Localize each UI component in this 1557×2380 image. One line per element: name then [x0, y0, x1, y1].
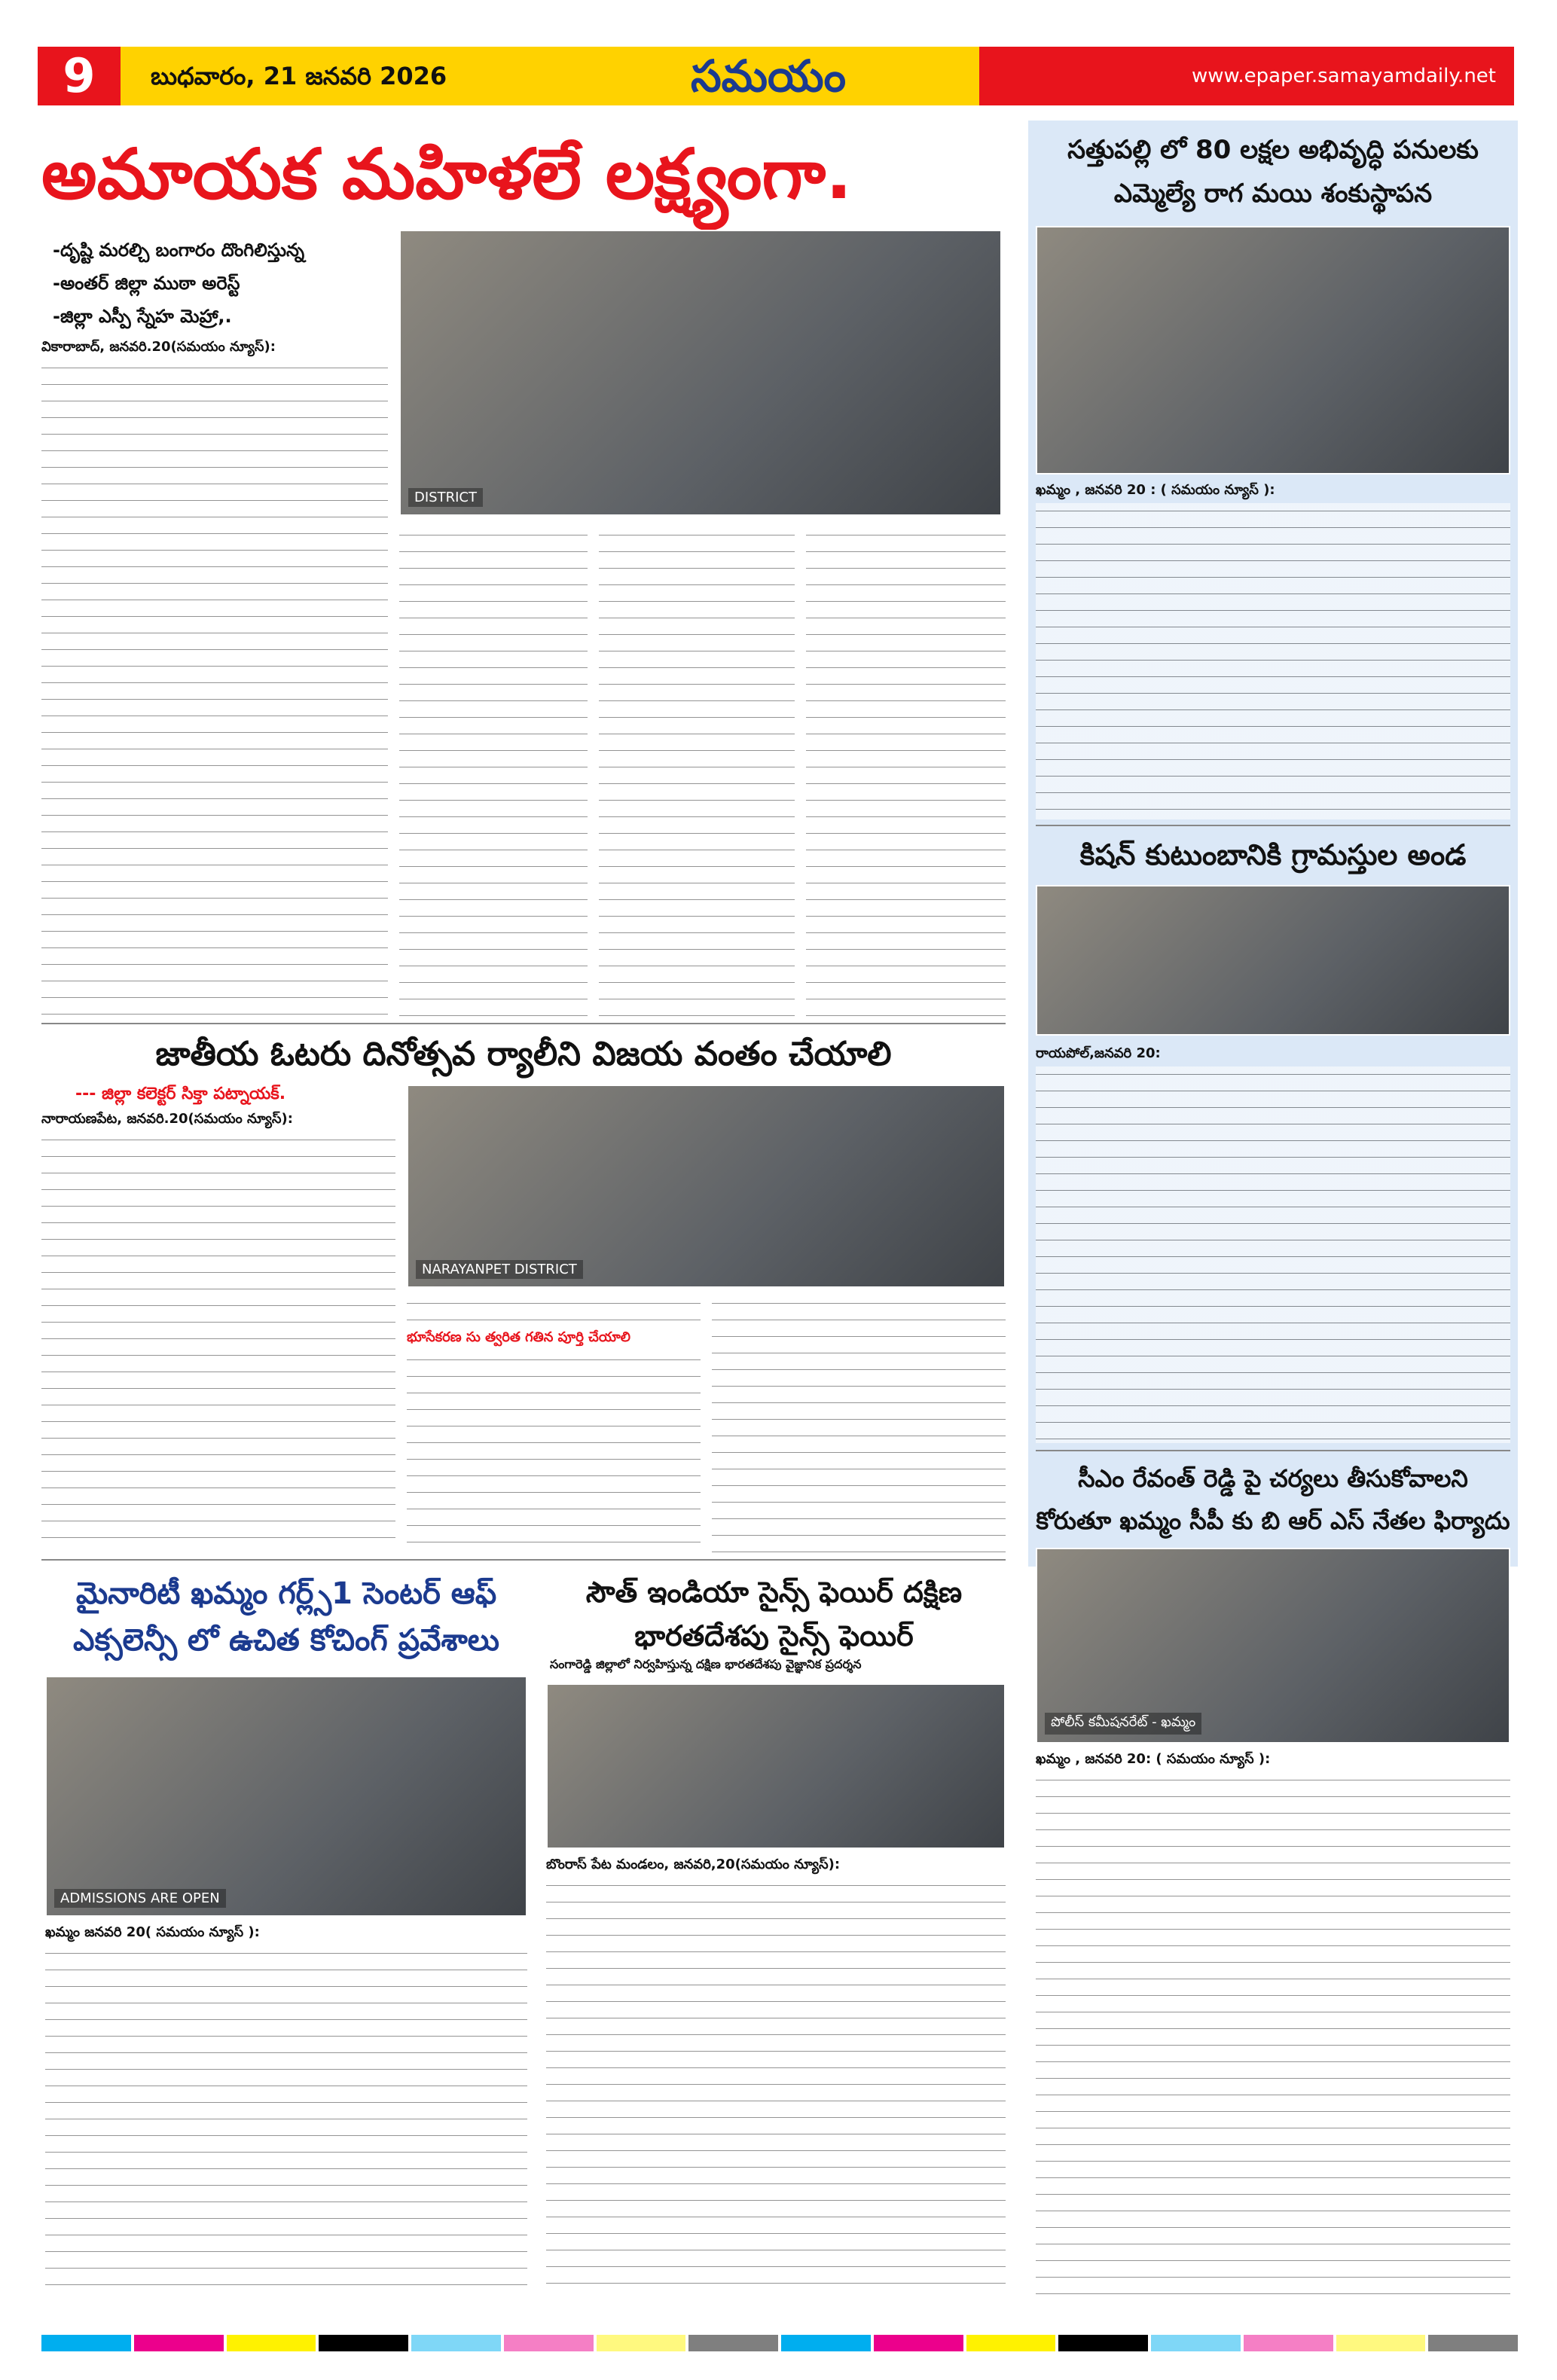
right-bottom-photo-sign: పోలీస్ కమీషనరేట్ - ఖమ్మం: [1045, 1713, 1201, 1735]
right-top-photo: [1036, 226, 1510, 474]
voters-body-column-1: [41, 1132, 395, 1554]
voters-body-column-3: [712, 1295, 1006, 1555]
right-bottom-headline-line-2: కోరుతూ ఖమ్మం సీపీ కు బి ఆర్ ఎస్ నేతల ఫిర్యాదు: [1036, 1506, 1510, 1535]
date-banner: [121, 47, 588, 105]
right-mid-headline: కిషన్ కుటుంబానికి గ్రామస్తుల అండ: [1079, 838, 1467, 871]
lead-dateline: వికారాబాద్, జనవరి.20(సమయం న్యూస్):: [41, 339, 276, 355]
minority-photo: [45, 1676, 527, 1917]
right-bottom-body: [1036, 1772, 1510, 2299]
voters-dateline: నారాయణపేట, జనవరి.20(సమయం న్యూస్):: [41, 1111, 293, 1127]
lead-subhead-1: -దృష్టి మరల్చి బంగారం దొంగిలిస్తున్న: [53, 240, 305, 261]
science-dateline: బొంరాస్ పేట మండలం, జనవరి,20(సమయం న్యూస్):: [546, 1857, 841, 1872]
lead-body-column-1: [41, 360, 388, 1015]
right-top-headline-line-1: సత్తుపల్లి లో 80 లక్షల అభివృద్ధి పనులకు: [1067, 135, 1479, 165]
science-headline: [542, 1570, 1006, 1658]
voters-headline: జాతీయ ఓటరు దినోత్సవ ర్యాలీని విజయ వంతం చేయాలి: [155, 1035, 892, 1073]
voters-body-column-2b: [407, 1352, 701, 1555]
science-body: [546, 1878, 1006, 2299]
minority-body: [45, 1945, 527, 2299]
right-top-headline-line-2: ఎమ్మెల్యే రాగ మయి శంకుస్థాపన: [1113, 178, 1433, 209]
minority-dateline: ఖమ్మం జనవరి 20( సమయం న్యూస్ ):: [45, 1924, 260, 1940]
divider: [41, 1023, 1006, 1024]
science-photo: [546, 1683, 1006, 1849]
lead-body-column-2: [399, 527, 588, 1017]
right-mid-photo: [1036, 885, 1510, 1036]
voters-body-column-2a: [407, 1295, 701, 1326]
masthead: [38, 47, 1514, 105]
issue-date: బుధవారం, 21 జనవరి 2026: [151, 62, 447, 90]
lead-body-column-4: [806, 527, 1006, 1017]
right-bottom-dateline: ఖమ్మం , జనవరి 20: ( సమయం న్యూస్ ):: [1036, 1751, 1271, 1767]
divider: [41, 1559, 1006, 1561]
minority-headline-line-1: మైనారిటీ ఖమ్మం గర్ల్స్1 సెంటర్ ఆఫ్: [75, 1576, 497, 1611]
divider: [1036, 1450, 1510, 1451]
divider: [1036, 825, 1510, 826]
right-bottom-photo: [1036, 1548, 1510, 1744]
lead-subhead-3: -జిల్లా ఎస్పీ స్నేహ మెహ్రా,.: [53, 306, 232, 327]
right-top-headline: [1036, 128, 1510, 215]
lead-photo: [399, 230, 1002, 516]
lead-body-column-3: [599, 527, 795, 1017]
page-number: 9: [38, 47, 121, 105]
lead-subheads: [53, 233, 384, 333]
print-registration-strip: [41, 2335, 1518, 2351]
right-top-dateline: ఖమ్మం , జనవరి 20 : ( సమయం న్యూస్ ):: [1036, 482, 1275, 498]
science-headline-line-1: సౌత్ ఇండియా సైన్స్ ఫెయిర్ దక్షిణ: [585, 1576, 963, 1609]
lead-headline: అమాయక మహిళలే లక్ష్యంగా.: [41, 134, 853, 215]
voters-subhead-2: భూసేకరణ సు త్వరిత గతిన పూర్తి చేయాలి: [407, 1329, 630, 1345]
science-headline-line-2: భారతదేశపు సైన్స్ ఫెయిర్: [634, 1619, 914, 1652]
right-bottom-headline-line-1: సీఎం రేవంత్ రెడ్డి పై చర్యలు తీసుకోవాలని: [1078, 1464, 1468, 1493]
right-mid-dateline: రాయపోల్,జనవరి 20:: [1036, 1045, 1161, 1061]
right-mid-body: [1036, 1066, 1510, 1443]
voters-photo-sign: NARAYANPET DISTRICT: [416, 1260, 583, 1279]
science-subhead: సంగారెడ్డి జిల్లాలో నిర్వహిస్తున్న దక్షిణ భారతదేశపు వైజ్ఞానిక ప్రదర్శన: [550, 1657, 862, 1671]
right-top-body: [1036, 503, 1510, 819]
right-bottom-headline: [1036, 1457, 1510, 1542]
minority-headline: [41, 1570, 531, 1664]
newspaper-brand: సమయం: [690, 50, 847, 102]
website-url: www.epaper.samayamdaily.net: [979, 47, 1514, 105]
voters-subhead: --- జిల్లా కలెక్టర్ సిక్తా పట్నాయక్.: [75, 1085, 286, 1103]
minority-headline-line-2: ఎక్సలెన్సీ లో ఉచిత కోచింగ్ ప్రవేశాలు: [73, 1623, 499, 1658]
lead-photo-sign: DISTRICT: [408, 488, 483, 507]
lead-subhead-2: -అంతర్ జిల్లా ముఠా అరెస్ట్: [53, 273, 240, 294]
voters-photo: [407, 1085, 1006, 1288]
minority-photo-sign: ADMISSIONS ARE OPEN: [54, 1889, 226, 1908]
